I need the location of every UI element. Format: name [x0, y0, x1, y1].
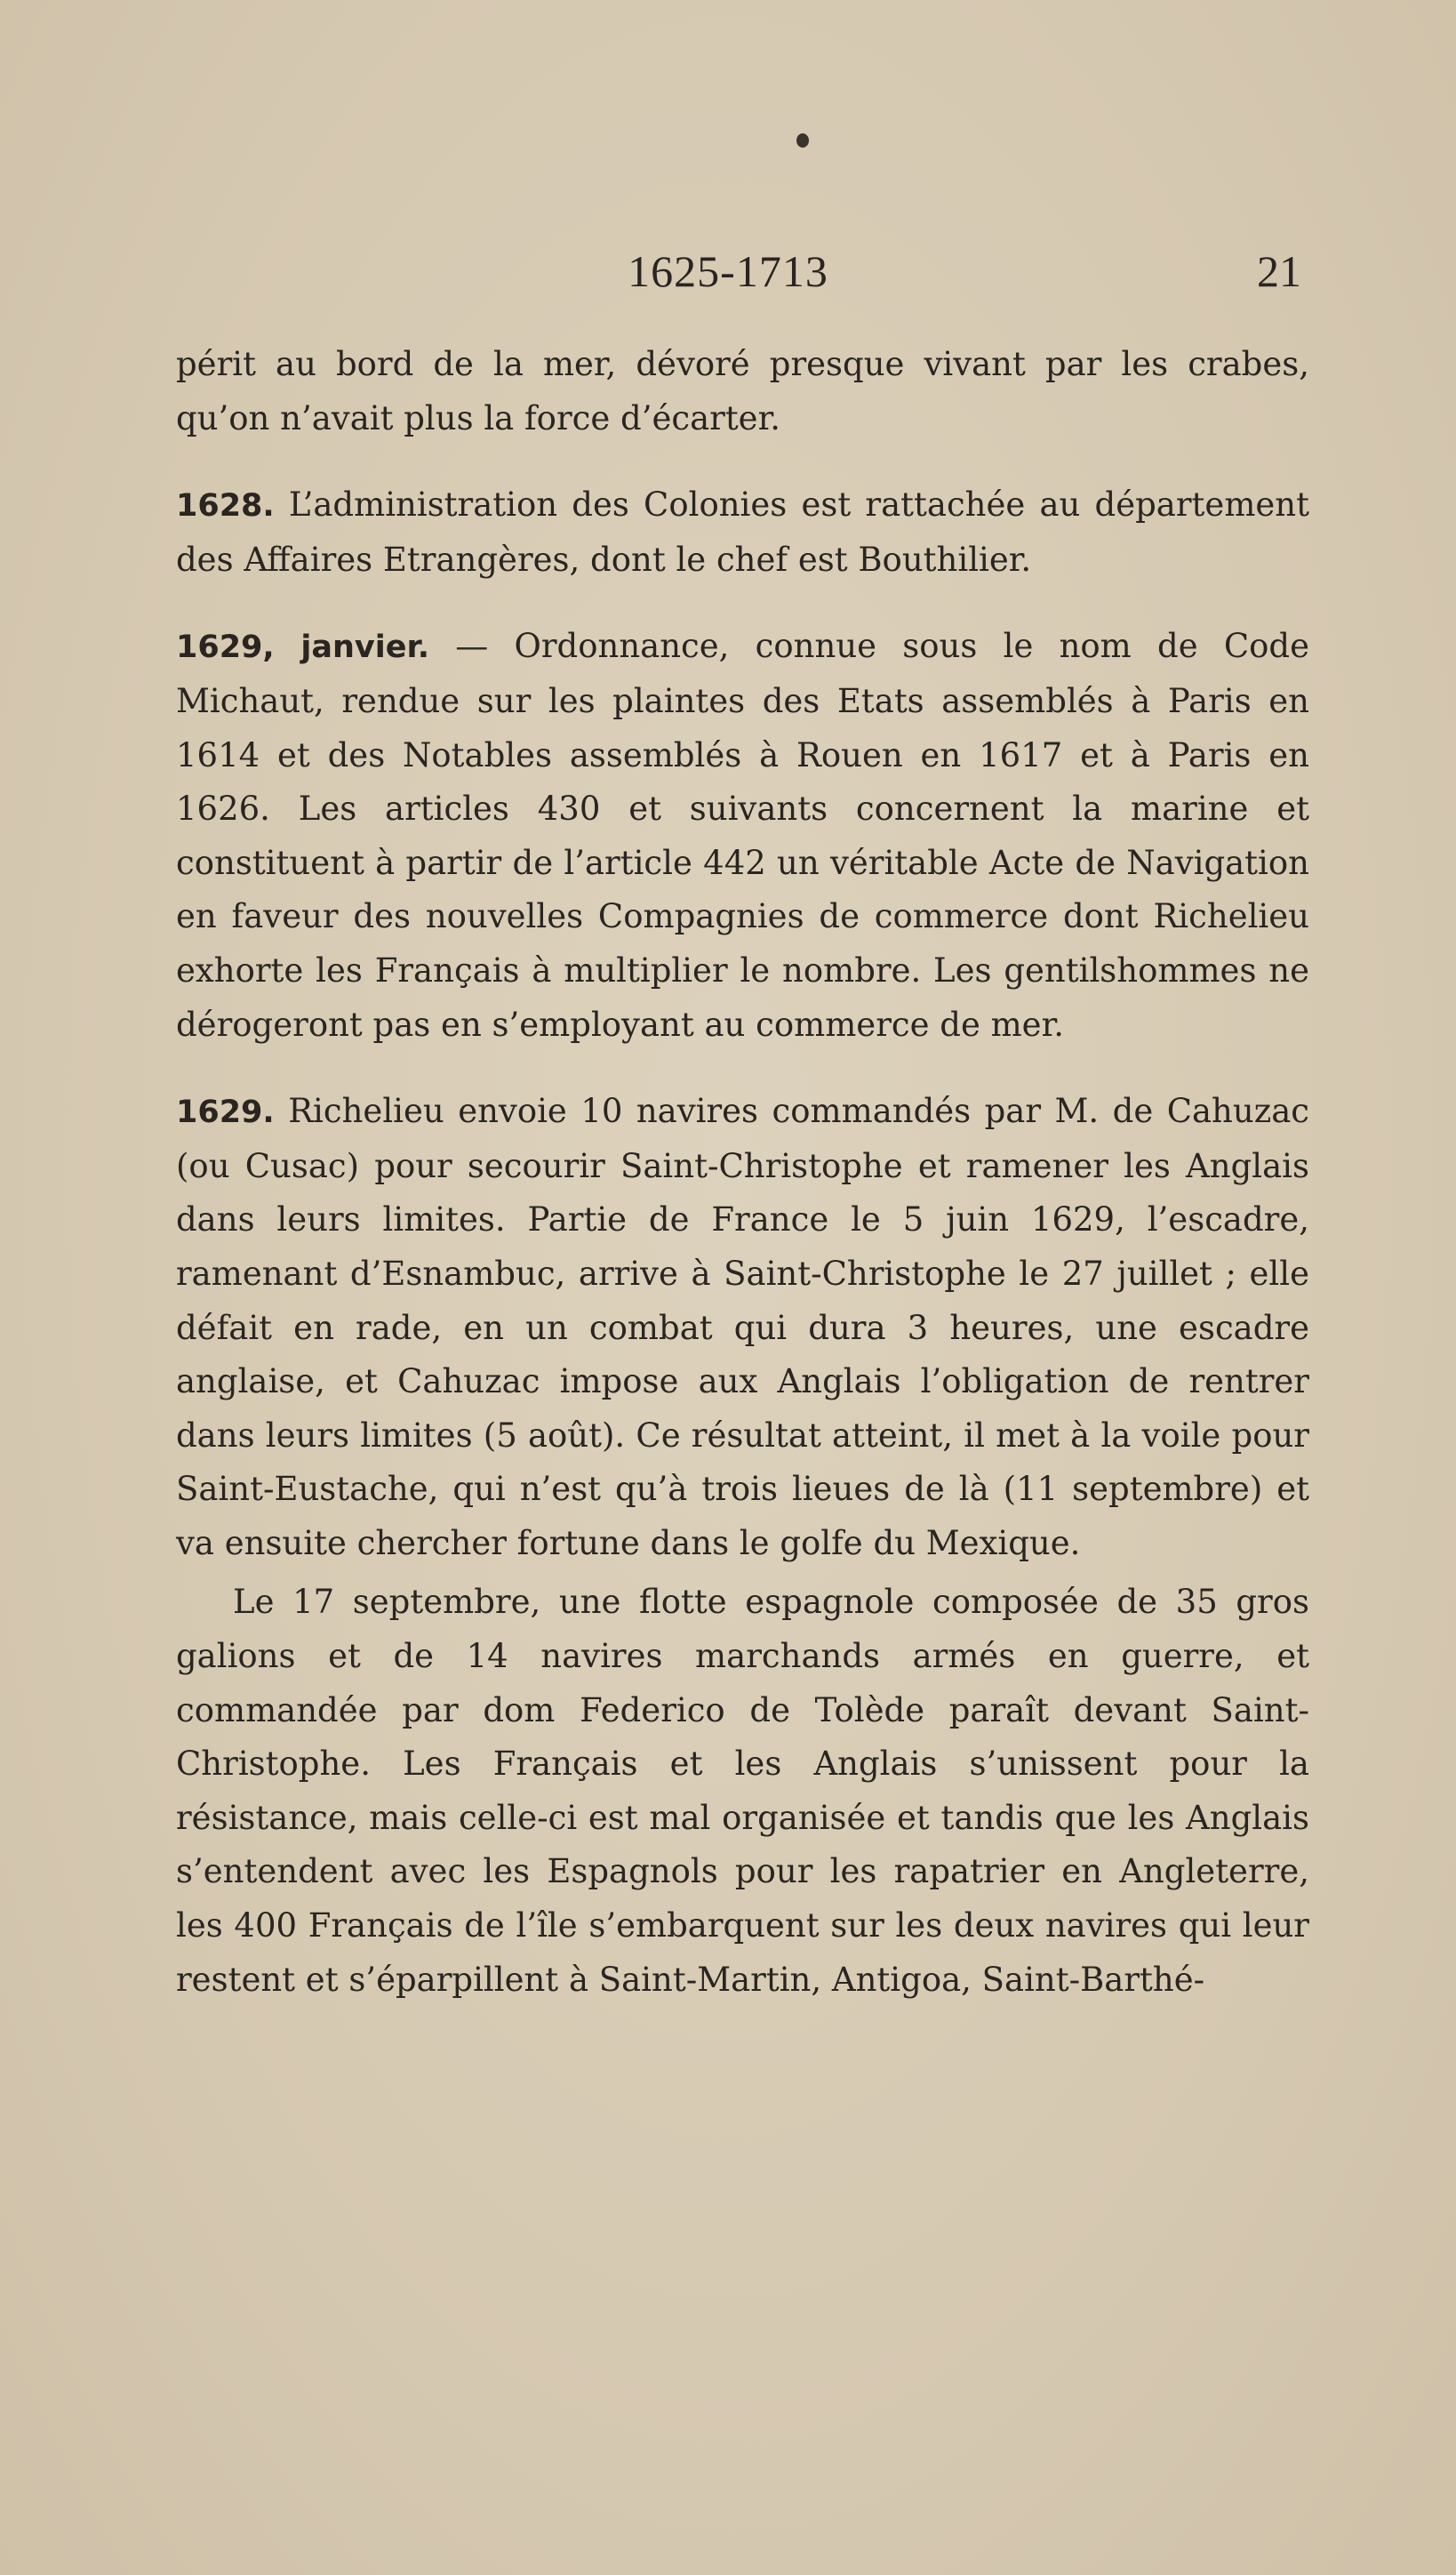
- running-title: 1625-1713: [628, 246, 828, 296]
- entry-1629: [176, 1085, 1309, 1570]
- body-text: [176, 338, 1309, 2007]
- entry-date: 1628.: [176, 488, 275, 525]
- entry-date: 1629, janvier.: [176, 630, 430, 666]
- entry-1629-janvier: [176, 620, 1309, 1052]
- page-number: 21: [1257, 246, 1301, 296]
- paragraph-text: périt au bord de la mer, dévoré presque vivant par les crabes, qu’on n’avait plus la force d’écarter.: [176, 345, 1309, 437]
- paragraph-17-septembre: [176, 1576, 1309, 2007]
- paragraph-continuation: [176, 338, 1309, 445]
- entry-text: Richelieu envoie 10 navires commandés par M. de Cahuzac (ou Cusac) pour secourir Saint-Christophe et ramener les Anglais dans leurs limites. Partie de France le 5 juin 1629, l’escadre, ramenant d’Esnambuc, arrive à Saint-Christophe le 27 juillet ; elle défait en rade, en un combat qui dura 3 heures, une escadre anglaise, et Cahuzac impose aux Anglais l’obligation de rentrer dans leurs limites (5 août). Ce résultat atteint, il met à la voile pour Saint-Eustache, qui n’est qu’à trois lieues de là (11 septembre) et va ensuite chercher fortune dans le golfe du Mexique.: [176, 1092, 1309, 1562]
- ink-dot-mark: [796, 133, 809, 148]
- paragraph-text: Le 17 septembre, une flotte espagnole composée de 35 gros galions et de 14 navires marchands armés en guerre, et commandée par dom Federico de Tolède paraît devant Saint-Christophe. Les Français et les Anglais s’unissent pour la résistance, mais celle-ci est mal organisée et tandis que les Anglais s’entendent avec les Espagnols pour les rapatrier en Angleterre, les 400 Français de l’île s’embarquent sur les deux navires qui leur restent et s’éparpillent à Saint-Martin, Antigoa, Saint-Barthé-: [176, 1583, 1309, 1999]
- entry-date: 1629.: [176, 1095, 275, 1131]
- entry-text: — Ordonnance, connue sous le nom de Code Michaut, rendue sur les plaintes des Etats assemblés à Paris en 1614 et des Notables assemblés à Rouen en 1617 et à Paris en 1626. Les articles 430 et suivants concernent la marine et constituent à partir de l’article 442 un véritable Acte de Navigation en faveur des nouvelles Compagnies de commerce dont Richelieu exhorte les Français à multiplier le nombre. Les gentilshommes ne dérogeront pas en s’employant au commerce de mer.: [176, 627, 1309, 1044]
- entry-1628: [176, 478, 1309, 587]
- entry-text: L’administration des Colonies est rattachée au département des Affaires Etrangères, dont le chef est Bouthilier.: [176, 485, 1309, 579]
